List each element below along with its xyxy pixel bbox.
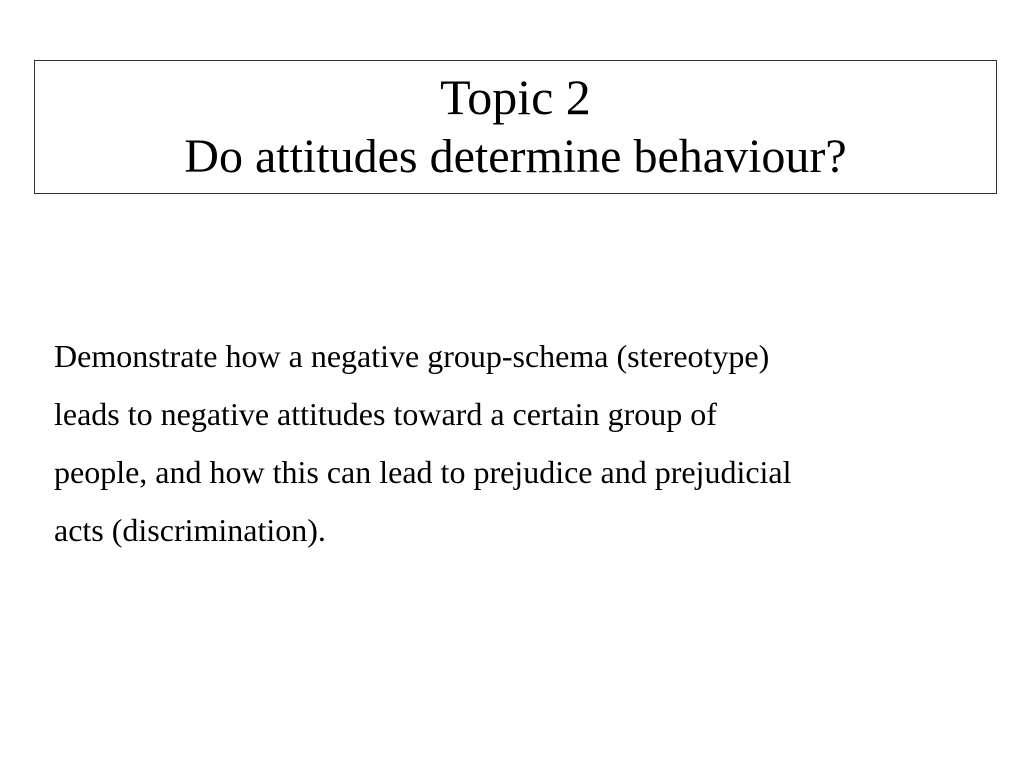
slide-title-topic: Topic 2 <box>440 69 591 125</box>
slide-title-box <box>34 60 997 194</box>
slide-body-paragraph <box>54 327 994 559</box>
body-line: acts (discrimination). <box>54 512 326 548</box>
body-line: leads to negative attitudes toward a certain group of <box>54 396 717 432</box>
body-line: Demonstrate how a negative group-schema (stereotype) <box>54 338 770 374</box>
body-line: people, and how this can lead to prejudice and prejudicial <box>54 454 792 490</box>
slide-title-question: Do attitudes determine behaviour? <box>184 130 847 183</box>
